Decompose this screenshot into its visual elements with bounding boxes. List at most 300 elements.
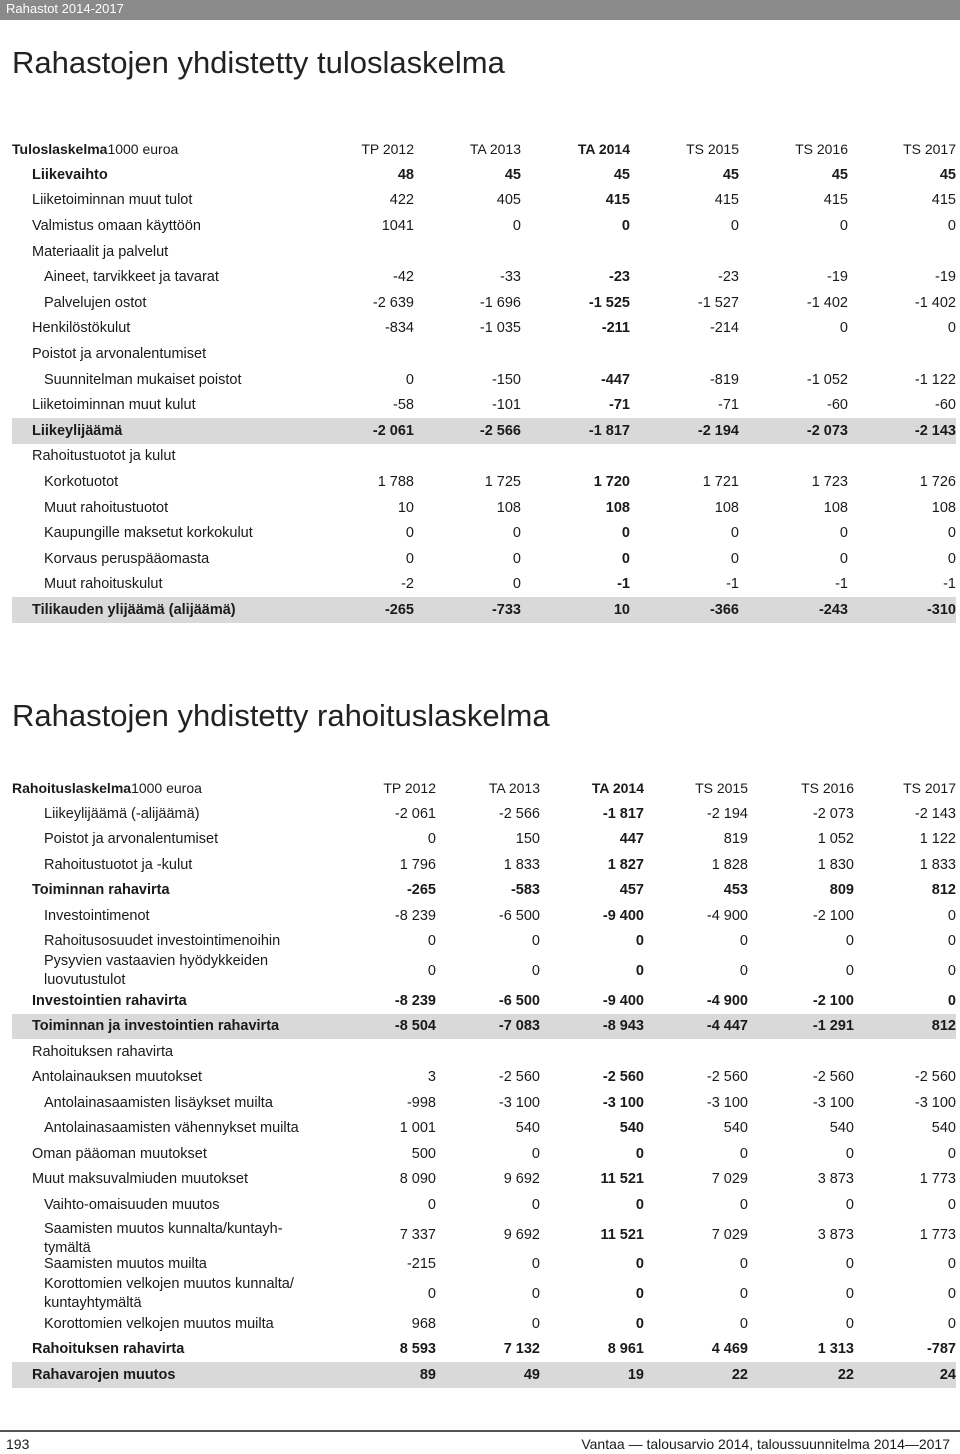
row-value: -819 — [709, 371, 739, 388]
footer-divider — [0, 1430, 960, 1432]
row-value: -33 — [500, 269, 521, 286]
row-value: 0 — [427, 933, 436, 950]
row-value: 45 — [722, 166, 739, 183]
table-row — [12, 264, 956, 290]
row-value: -1 696 — [479, 294, 521, 311]
row-value: 0 — [947, 992, 956, 1009]
column-header: TP 2012 — [361, 141, 414, 157]
row-label: Suunnitelman mukaiset poistot — [44, 371, 242, 388]
table-row — [12, 546, 956, 572]
row-label: Poistot ja arvonalentumiset — [44, 831, 219, 848]
row-value: 500 — [411, 1145, 436, 1162]
row-value: 0 — [947, 550, 956, 567]
row-value: 0 — [839, 320, 848, 337]
row-value: -1 035 — [479, 320, 521, 337]
row-value: -6 500 — [498, 992, 540, 1009]
row-value: -19 — [935, 269, 956, 286]
row-value: -834 — [384, 320, 414, 337]
column-header: TS 2017 — [903, 780, 956, 796]
table-row — [12, 988, 956, 1014]
table-row — [12, 1065, 956, 1091]
row-label: Rahoitustuotot ja -kulut — [44, 856, 193, 873]
row-label: Liikevaihto — [32, 166, 108, 183]
table-row — [12, 903, 956, 929]
table-row — [12, 1311, 956, 1337]
row-value: -2 566 — [498, 805, 540, 822]
row-value: 812 — [931, 1018, 956, 1035]
table-row — [12, 572, 956, 598]
row-label: Investointien rahavirta — [32, 992, 187, 1009]
row-value: 0 — [531, 1256, 540, 1273]
row-value: 422 — [389, 192, 414, 209]
row-value: 1 796 — [399, 856, 436, 873]
row-value: 0 — [427, 1286, 436, 1302]
row-label: Antolainasaamisten vähennykset muilta — [44, 1120, 299, 1137]
row-value: -447 — [600, 371, 630, 388]
row-value: 3 — [427, 1069, 436, 1086]
row-value: -1 — [835, 576, 848, 593]
table-row — [12, 878, 956, 904]
row-value: 11 521 — [600, 1226, 644, 1243]
row-value: -9 400 — [602, 992, 644, 1009]
row-value: -2 100 — [812, 907, 854, 924]
row-value: 0 — [739, 1145, 748, 1162]
row-label: Korottomien velkojen muutos kunnalta/ kuntayhtymältä — [44, 1276, 294, 1311]
row-value: -2 100 — [812, 992, 854, 1009]
row-value: -2 560 — [914, 1069, 956, 1086]
row-value: -101 — [491, 397, 521, 414]
row-value: 1 001 — [399, 1120, 436, 1137]
row-value: -3 100 — [706, 1094, 748, 1111]
table-unit: 1000 euroa — [107, 141, 179, 157]
table-header-row — [12, 775, 956, 801]
row-value: 1 833 — [919, 856, 956, 873]
row-label: Poistot ja arvonalentumiset — [32, 345, 207, 362]
row-value: 19 — [627, 1366, 644, 1383]
column-header: TS 2015 — [695, 780, 748, 796]
row-value: 0 — [845, 1256, 854, 1273]
row-label: Rahoitustuotot ja kulut — [32, 448, 176, 465]
row-value: 0 — [839, 217, 848, 234]
row-value: -1 817 — [588, 422, 630, 439]
row-value: 0 — [635, 963, 644, 979]
page-number: 193 — [6, 1436, 30, 1452]
row-value: -1 525 — [588, 294, 630, 311]
row-label: Korvaus peruspääomasta — [44, 550, 210, 567]
row-value: 0 — [739, 1256, 748, 1273]
table-row — [12, 1014, 956, 1040]
row-value: 24 — [939, 1366, 956, 1383]
row-value: 0 — [947, 1256, 956, 1273]
table-row — [12, 213, 956, 239]
row-value: -733 — [491, 601, 521, 618]
row-value: -3 100 — [914, 1094, 956, 1111]
row-value: 0 — [512, 525, 521, 542]
row-value: 3 873 — [817, 1226, 854, 1243]
row-label: Rahoituksen rahavirta — [32, 1043, 174, 1060]
row-value: 415 — [823, 192, 848, 209]
row-value: -4 900 — [706, 907, 748, 924]
row-value: 11 521 — [600, 1171, 644, 1188]
row-value: 0 — [512, 550, 521, 567]
row-value: -19 — [827, 269, 848, 286]
row-label: Liiketoiminnan muut kulut — [32, 397, 196, 414]
row-value: -998 — [406, 1094, 436, 1111]
row-value: -8 504 — [394, 1018, 436, 1035]
row-value: 108 — [823, 499, 848, 516]
row-value: 0 — [635, 1145, 644, 1162]
row-value: -1 — [617, 576, 630, 593]
row-value: 0 — [947, 217, 956, 234]
row-value: -1 291 — [812, 1018, 854, 1035]
row-label: Toiminnan rahavirta — [32, 882, 170, 899]
row-value: 0 — [531, 1145, 540, 1162]
row-value: -71 — [609, 397, 630, 414]
row-value: 1 773 — [919, 1171, 956, 1188]
row-value: 7 029 — [711, 1226, 748, 1243]
row-value: -1 402 — [914, 294, 956, 311]
row-value: -1 122 — [914, 371, 956, 388]
row-value: 0 — [947, 525, 956, 542]
row-value: -150 — [491, 371, 521, 388]
row-value: -310 — [926, 601, 956, 618]
row-value: 0 — [839, 550, 848, 567]
row-value: 1 721 — [702, 473, 739, 490]
row-value: 0 — [730, 525, 739, 542]
row-label: Saamisten muutos muilta — [44, 1256, 207, 1273]
table-row — [12, 341, 956, 367]
table-title: Tuloslaskelma — [12, 141, 108, 157]
table-row — [12, 444, 956, 470]
row-value: 1 827 — [607, 856, 644, 873]
row-value: -2 073 — [806, 422, 848, 439]
row-value: 0 — [635, 933, 644, 950]
column-header: TS 2017 — [903, 141, 956, 157]
column-header: TS 2016 — [795, 141, 848, 157]
table-unit: 1000 euroa — [131, 780, 202, 796]
row-value: 48 — [397, 166, 414, 183]
table-row — [12, 1218, 956, 1256]
row-value: -4 900 — [706, 992, 748, 1009]
row-value: 1 828 — [711, 856, 748, 873]
table-row — [12, 495, 956, 521]
row-value: 8 090 — [399, 1171, 436, 1188]
table-header-label — [12, 775, 202, 801]
row-value: -243 — [818, 601, 848, 618]
row-value: 540 — [619, 1120, 644, 1137]
row-value: 540 — [723, 1120, 748, 1137]
row-value: 1 773 — [919, 1226, 956, 1243]
row-value: 0 — [635, 1286, 644, 1302]
row-value: 0 — [845, 963, 854, 979]
document-header-title: Rahastot 2014-2017 — [6, 1, 124, 16]
table-row — [12, 469, 956, 495]
table-row — [12, 367, 956, 393]
row-value: 3 873 — [817, 1171, 854, 1188]
row-value: 1 720 — [593, 473, 630, 490]
row-value: -23 — [609, 269, 630, 286]
row-label: Korottomien velkojen muutos muilta — [44, 1315, 274, 1332]
row-label: Aineet, tarvikkeet ja tavarat — [44, 269, 219, 286]
row-label: Palvelujen ostot — [44, 294, 147, 311]
column-header: TP 2012 — [383, 780, 436, 796]
row-value: -366 — [709, 601, 739, 618]
row-value: -2 194 — [697, 422, 739, 439]
row-value: 0 — [947, 1286, 956, 1302]
row-value: -2 143 — [914, 805, 956, 822]
table-header-row — [12, 136, 956, 162]
row-value: -60 — [827, 397, 848, 414]
column-header: TA 2014 — [591, 780, 644, 796]
row-value: -787 — [926, 1341, 956, 1358]
row-value: 0 — [947, 907, 956, 924]
row-value: 0 — [839, 525, 848, 542]
table-row — [12, 1192, 956, 1218]
row-label: Muut maksuvalmiuden muutokset — [32, 1171, 248, 1188]
table-row — [12, 392, 956, 418]
row-value: 540 — [515, 1120, 540, 1137]
row-value: 0 — [405, 525, 414, 542]
row-value: -1 052 — [806, 371, 848, 388]
row-value: -3 100 — [498, 1094, 540, 1111]
publication-title: Vantaa — talousarvio 2014, taloussuunnitelma 2014—2017 — [581, 1436, 950, 1452]
row-label: Toiminnan ja investointien rahavirta — [32, 1018, 280, 1035]
income-statement-table — [12, 136, 956, 623]
row-value: 0 — [635, 1196, 644, 1213]
row-value: 809 — [829, 882, 854, 899]
table-row — [12, 954, 956, 988]
row-value: 0 — [739, 1286, 748, 1302]
row-value: 22 — [731, 1366, 748, 1383]
row-value: 1 122 — [919, 831, 956, 848]
table-row — [12, 1167, 956, 1193]
row-value: -265 — [406, 882, 436, 899]
row-value: 1 726 — [919, 473, 956, 490]
row-value: 10 — [397, 499, 414, 516]
row-value: 0 — [730, 550, 739, 567]
row-value: -8 239 — [394, 992, 436, 1009]
row-value: 0 — [730, 217, 739, 234]
row-value: 1 723 — [811, 473, 848, 490]
row-label: Oman pääoman muutokset — [32, 1145, 207, 1162]
row-value: 0 — [947, 1196, 956, 1213]
row-value: 0 — [427, 963, 436, 979]
row-value: -9 400 — [602, 907, 644, 924]
row-value: -58 — [393, 397, 414, 414]
row-value: 150 — [515, 831, 540, 848]
row-value: 819 — [723, 831, 748, 848]
row-value: -214 — [709, 320, 739, 337]
row-value: 0 — [512, 217, 521, 234]
row-value: -1 402 — [806, 294, 848, 311]
row-value: -1 — [726, 576, 739, 593]
table-row — [12, 290, 956, 316]
row-label: Antolainauksen muutokset — [32, 1069, 203, 1086]
row-value: -2 560 — [498, 1069, 540, 1086]
row-label: Muut rahoitustuotot — [44, 499, 169, 516]
row-value: 0 — [739, 933, 748, 950]
row-value: -583 — [510, 882, 540, 899]
row-value: 0 — [531, 1286, 540, 1302]
row-value: -71 — [718, 397, 739, 414]
row-value: -42 — [393, 269, 414, 286]
row-label: Korkotuotot — [44, 473, 119, 490]
row-value: 108 — [931, 499, 956, 516]
row-value: -2 073 — [812, 805, 854, 822]
row-value: 9 692 — [503, 1171, 540, 1188]
row-value: -1 — [943, 576, 956, 593]
table-row — [12, 520, 956, 546]
row-value: 447 — [619, 831, 644, 848]
table-row — [12, 1252, 956, 1278]
row-value: 0 — [531, 963, 540, 979]
row-value: 0 — [427, 831, 436, 848]
document-header-bar — [0, 0, 960, 20]
row-value: 7 132 — [503, 1341, 540, 1358]
row-value: 812 — [931, 882, 956, 899]
row-value: 457 — [619, 882, 644, 899]
row-value: -1 817 — [602, 805, 644, 822]
income-statement-heading: Rahastojen yhdistetty tuloslaskelma — [12, 45, 505, 80]
column-header: TA 2014 — [577, 141, 630, 157]
row-label: Vaihto-omaisuuden muutos — [44, 1196, 220, 1213]
row-value: 540 — [829, 1120, 854, 1137]
row-value: -2 194 — [706, 805, 748, 822]
table-row — [12, 162, 956, 188]
row-value: 0 — [621, 550, 630, 567]
table-row — [12, 188, 956, 214]
table-row — [12, 852, 956, 878]
row-value: -211 — [601, 320, 630, 337]
row-value: 0 — [621, 217, 630, 234]
row-value: 0 — [635, 1256, 644, 1273]
row-value: 1 313 — [817, 1341, 854, 1358]
row-value: 0 — [635, 1315, 644, 1332]
cash-flow-table — [12, 775, 956, 1388]
row-label: Liikeylijäämä (-alijäämä) — [44, 805, 200, 822]
row-value: 0 — [947, 320, 956, 337]
row-label: Saamisten muutos kunnalta/kuntayh- tymältä — [44, 1220, 283, 1256]
row-value: -8 943 — [602, 1018, 644, 1035]
row-value: 10 — [613, 601, 630, 618]
row-value: 0 — [739, 1315, 748, 1332]
row-value: 7 029 — [711, 1171, 748, 1188]
row-value: 8 593 — [399, 1341, 436, 1358]
row-value: 968 — [411, 1315, 436, 1332]
table-row — [12, 597, 956, 623]
row-label: Rahoitusosuudet investointimenoihin — [44, 933, 281, 950]
table-row — [12, 1337, 956, 1363]
row-value: 0 — [947, 1315, 956, 1332]
row-value: 8 961 — [607, 1341, 644, 1358]
column-header: TA 2013 — [488, 780, 540, 796]
row-label: Muut rahoituskulut — [44, 576, 163, 593]
row-value: 0 — [739, 1196, 748, 1213]
row-value: -265 — [384, 601, 414, 618]
row-value: 405 — [496, 192, 521, 209]
row-label: Antolainasaamisten lisäykset muilta — [44, 1094, 273, 1111]
table-title: Rahoituslaskelma — [12, 780, 132, 796]
row-value: -1 527 — [697, 294, 739, 311]
table-row — [12, 929, 956, 955]
row-value: 1 833 — [503, 856, 540, 873]
row-value: -2 560 — [602, 1069, 644, 1086]
row-value: 4 469 — [711, 1341, 748, 1358]
table-row — [12, 418, 956, 444]
row-value: 0 — [845, 1315, 854, 1332]
row-label: Investointimenot — [44, 907, 150, 924]
row-label: Valmistus omaan käyttöön — [32, 217, 201, 234]
row-value: 415 — [931, 192, 956, 209]
row-value: 0 — [845, 1145, 854, 1162]
row-value: 0 — [947, 1145, 956, 1162]
row-value: 108 — [605, 499, 630, 516]
row-value: 0 — [512, 576, 521, 593]
row-value: 45 — [939, 166, 956, 183]
row-value: 0 — [531, 1196, 540, 1213]
row-value: 0 — [531, 933, 540, 950]
row-value: -23 — [718, 269, 739, 286]
row-value: 9 692 — [503, 1226, 540, 1243]
row-label: Pysyvien vastaavien hyödykkeiden luovutustulot — [44, 953, 269, 988]
table-row — [12, 1116, 956, 1142]
table-row — [12, 801, 956, 827]
row-value: 89 — [419, 1366, 436, 1383]
row-value: 49 — [523, 1366, 540, 1383]
row-value: -2 — [401, 576, 414, 593]
row-value: 22 — [837, 1366, 854, 1383]
row-label: Liiketoiminnan muut tulot — [32, 192, 193, 209]
row-label: Tilikauden ylijäämä (alijäämä) — [32, 601, 236, 618]
row-value: 453 — [723, 882, 748, 899]
row-value: 415 — [714, 192, 739, 209]
row-value: -215 — [406, 1256, 436, 1273]
row-value: 108 — [496, 499, 521, 516]
row-value: 540 — [931, 1120, 956, 1137]
row-value: -2 143 — [914, 422, 956, 439]
row-value: -2 061 — [394, 805, 436, 822]
table-row — [12, 1141, 956, 1167]
row-value: -2 639 — [372, 294, 414, 311]
row-value: 7 337 — [399, 1226, 436, 1243]
row-value: 0 — [947, 963, 956, 979]
table-row — [12, 239, 956, 265]
row-value: 1 788 — [377, 473, 414, 490]
row-label: Materiaalit ja palvelut — [32, 243, 169, 260]
row-value: 45 — [613, 166, 630, 183]
row-value: -3 100 — [812, 1094, 854, 1111]
row-value: 0 — [845, 1286, 854, 1302]
row-value: 0 — [845, 933, 854, 950]
table-row — [12, 1362, 956, 1388]
row-value: 1 830 — [817, 856, 854, 873]
row-value: 0 — [427, 1196, 436, 1213]
row-value: 0 — [739, 963, 748, 979]
row-value: -2 566 — [479, 422, 521, 439]
table-row — [12, 1090, 956, 1116]
row-label: Kaupungille maksetut korkokulut — [44, 525, 253, 542]
row-label: Henkilöstökulut — [32, 320, 131, 337]
row-value: -2 061 — [372, 422, 414, 439]
column-header: TS 2015 — [686, 141, 739, 157]
row-value: 0 — [947, 933, 956, 950]
column-header: TS 2016 — [801, 780, 854, 796]
row-value: 0 — [621, 525, 630, 542]
row-value: -4 447 — [706, 1018, 748, 1035]
row-value: -2 560 — [812, 1069, 854, 1086]
row-value: 1 725 — [484, 473, 521, 490]
row-value: 108 — [714, 499, 739, 516]
